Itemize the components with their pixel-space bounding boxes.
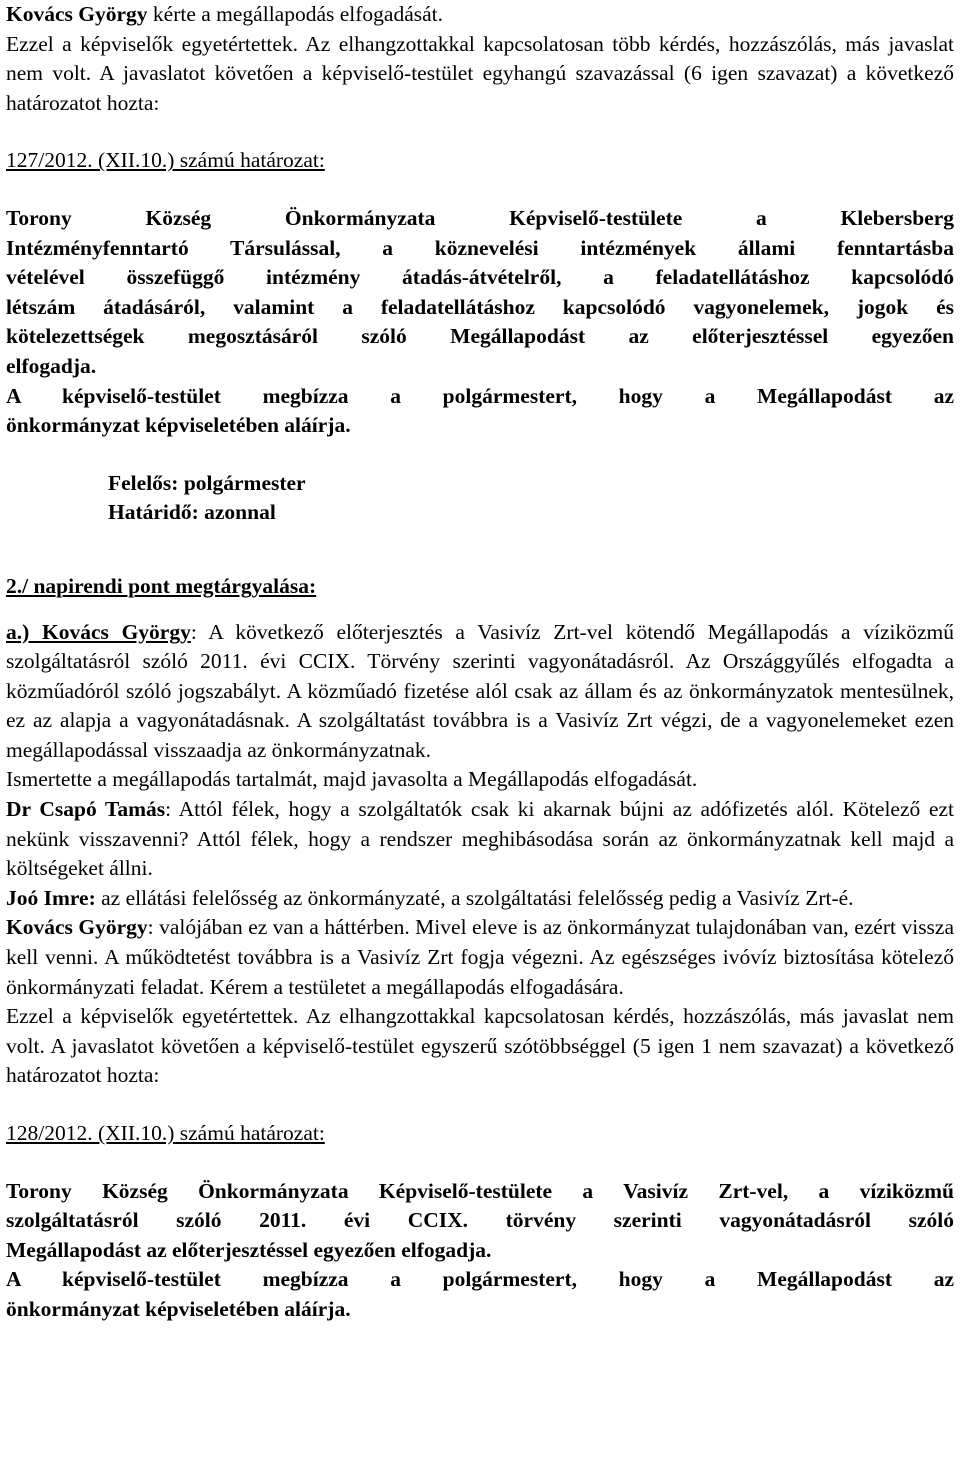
resolution-line: vételével összefüggő intézmény átadás-átvételről, a feladatellátáshoz kapcsolódó bbox=[6, 265, 954, 290]
intro-speaker: a.) Kovács György bbox=[6, 619, 191, 644]
kovacs-text: : valójában ez van a háttérben. Mivel eleve is az önkormányzat tulajdonában van, ezért vissza kell venni. A működtetést továbbra is a Vasivíz Zrt fogja végezni. Az egészséges ivóvíz biztosítása kötelező önkormányzati feladat. Kérem a testületet a megállapodás elfogadására. bbox=[6, 915, 955, 999]
joo-text: az ellátási felelősség az önkormányzaté, a szolgáltatási felelősség pedig a Vasivíz Zrt-é. bbox=[95, 885, 854, 910]
csapo-text: : Attól félek, hogy a szolgáltatók csak ki akarnak bújni az adófizetés alól. Kötelező ezt nekünk visszavenni? Attól félek, hogy a rendszer meghibásodása során az önkormányzatnak kell majd a költségeket állni. bbox=[6, 797, 954, 881]
resolution-line: Torony Község Önkormányzata Képviselő-testülete a Vasivíz Zrt-vel, a víziközmű bbox=[6, 1178, 954, 1203]
resolution-line: Torony Község Önkormányzata Képviselő-testülete a Klebersberg bbox=[6, 205, 954, 230]
resolution-127-body bbox=[6, 204, 954, 441]
speaker-text: kérte a megállapodás elfogadását. bbox=[147, 2, 444, 26]
deadline-line: Határidő: azonnal bbox=[108, 500, 276, 525]
resolution-128-body bbox=[6, 1177, 954, 1325]
resolution-line: szolgáltatásról szóló 2011. évi CCIX. törvény szerinti vagyonátadásról szóló bbox=[6, 1208, 954, 1233]
resolution-line: elfogadja. bbox=[6, 353, 97, 378]
kovacs-paragraph bbox=[6, 913, 954, 1002]
joo-name: Joó Imre: bbox=[6, 885, 96, 910]
responsible-line: Felelős: polgármester bbox=[108, 470, 306, 495]
csapo-paragraph bbox=[6, 795, 954, 884]
agenda-2-heading: 2./ napirendi pont megtárgyalása: bbox=[6, 573, 317, 598]
resolution-sign-line: önkormányzat képviseletében aláírja. bbox=[6, 413, 351, 438]
kovacs-name: Kovács György bbox=[6, 915, 148, 940]
joo-paragraph bbox=[6, 884, 954, 914]
top-vote-paragraph: Ezzel a képviselők egyetértettek. Az elhangzottakkal kapcsolatosan több kérdés, hozzászólás, más javaslat nem volt. A javaslatot követően a képviselő-testület egyhangú szavazással (6 igen szavazat) a következő határozatot hozta: bbox=[6, 31, 954, 115]
agenda-2-summary: Ismertette a megállapodás tartalmát, majd javasolta a Megállapodás elfogadását. bbox=[6, 767, 698, 792]
resolution-line: Megállapodást az előterjesztéssel egyezően elfogadja. bbox=[6, 1237, 492, 1262]
top-first-line bbox=[6, 0, 954, 30]
intro-text: : A következő előterjesztés a Vasivíz Zrt-vel kötendő Megállapodás a víziközmű szolgáltatásról szóló 2011. évi CCIX. Törvény szerinti vagyonátadásról. Az Országgyűlés elfogadta a közműadóról szóló jogszabályt. A közműadó fizetése alól csak az állam és az önkormányzatok mentesülnek, ez az alapja a vagyonátadásnak. A szolgáltatást továbbra is a Vasivíz Zrt végzi, de a vagyonelemeket ezen megállapodással visszaadja az önkormányzatnak. bbox=[6, 619, 954, 762]
resolution-sign-line: A képviselő-testület megbízza a polgármestert, hogy a Megállapodást az bbox=[6, 1267, 954, 1292]
vote-paragraph: Ezzel a képviselők egyetértettek. Az elhangzottakkal kapcsolatosan kérdés, hozzászólás, más javaslat nem volt. A javaslatot követően a képviselő-testület egyszerű szótöbbséggel (5 igen 1 nem szavazat) a következő határozatot hozta: bbox=[6, 1004, 954, 1088]
resolution-line: Intézményfenntartó Társulással, a köznevelési intézmények állami fenntartásba bbox=[6, 235, 954, 260]
resolution-127-heading: 127/2012. (XII.10.) számú határozat: bbox=[6, 148, 325, 173]
agenda-2-intro bbox=[6, 618, 954, 766]
speaker-name: Kovács György bbox=[6, 2, 148, 26]
resolution-sign-line: A képviselő-testület megbízza a polgármestert, hogy a Megállapodást az bbox=[6, 383, 954, 408]
resolution-128-heading: 128/2012. (XII.10.) számú határozat: bbox=[6, 1121, 325, 1145]
csapo-name: Dr Csapó Tamás bbox=[6, 797, 166, 822]
resolution-sign-line: önkormányzat képviseletében aláírja. bbox=[6, 1296, 351, 1321]
resolution-line: kötelezettségek megosztásáról szóló Megállapodást az előterjesztéssel egyezően bbox=[6, 324, 954, 349]
resolution-line: létszám átadásáról, valamint a feladatellátáshoz kapcsolódó vagyonelemek, jogok és bbox=[6, 294, 954, 319]
resolution-127-responsibility bbox=[6, 469, 954, 528]
